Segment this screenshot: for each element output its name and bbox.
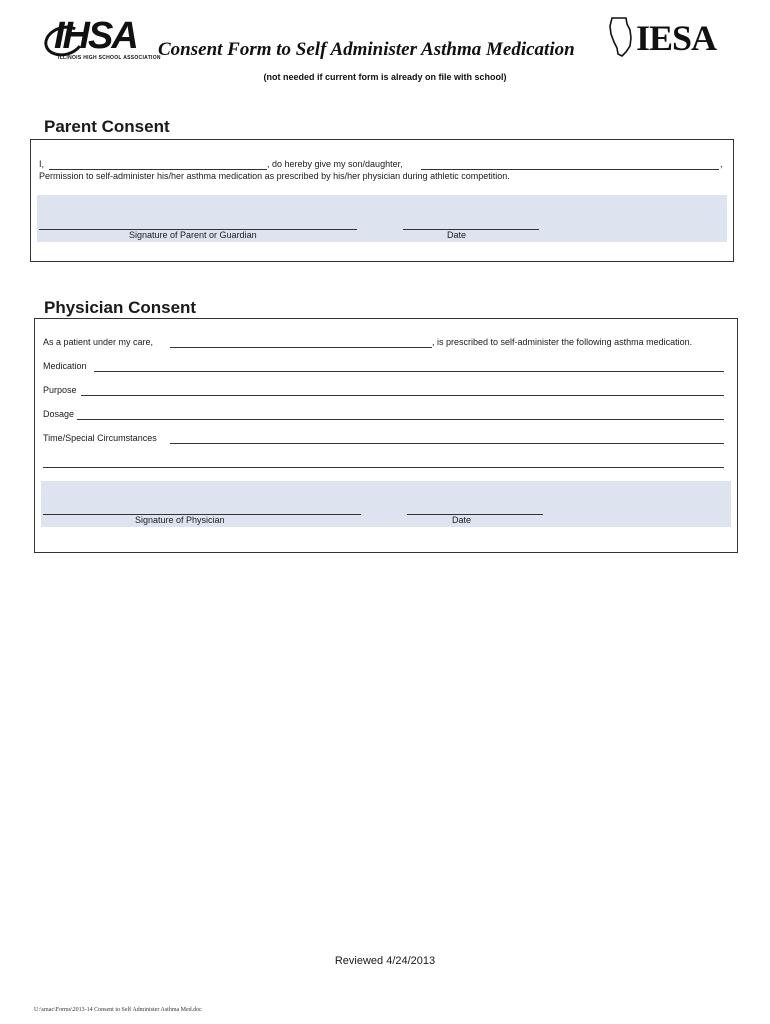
illinois-state-outline-icon: [608, 16, 636, 58]
medication-label: Medication: [43, 361, 87, 371]
child-name-field[interactable]: [421, 169, 719, 170]
dosage-field[interactable]: [77, 419, 724, 420]
parent-line1-suffix: ,: [720, 159, 723, 169]
parent-name-field[interactable]: [49, 169, 267, 170]
iesa-logo: [608, 16, 728, 60]
physician-signature-label: Signature of Physician: [135, 515, 225, 525]
parent-signature-label: Signature of Parent or Guardian: [129, 230, 257, 240]
iesa-logo-text: IESA: [636, 18, 717, 58]
purpose-field[interactable]: [81, 395, 724, 396]
circumstances-label: Time/Special Circumstances: [43, 433, 157, 443]
circumstances-field[interactable]: [170, 443, 724, 444]
reviewed-date: Reviewed 4/24/2013: [334, 955, 436, 967]
extra-notes-field[interactable]: [43, 467, 724, 468]
ihsa-logo-subtext: ILLINOIS HIGH SCHOOL ASSOCIATION: [58, 55, 161, 61]
patient-name-field[interactable]: [170, 347, 432, 348]
parent-date-field[interactable]: [403, 229, 539, 230]
parent-consent-heading: Parent Consent: [44, 117, 170, 136]
subtitle: (not needed if current form is already on file with school): [263, 72, 507, 82]
purpose-label: Purpose: [43, 385, 77, 395]
patient-suffix: , is prescribed to self-administer the following asthma medication.: [432, 337, 693, 347]
ihsa-logo: [44, 15, 161, 62]
medication-field[interactable]: [94, 371, 724, 372]
parent-line1-middle: , do hereby give my son/daughter,: [267, 159, 403, 169]
physician-date-field[interactable]: [407, 514, 543, 515]
parent-date-label: Date: [447, 230, 467, 240]
file-path: U:\smac\Forms\2013-14 Consent to Self Administer Asthma Med.doc: [34, 1007, 202, 1013]
physician-date-label: Date: [452, 515, 472, 525]
physician-consent-box: [34, 318, 738, 553]
ihsa-logo-text: IHSA: [54, 15, 137, 57]
parent-consent-box: [30, 139, 734, 262]
patient-prefix: As a patient under my care,: [43, 337, 154, 347]
page-title: Consent Form to Self Administer Asthma Medication: [158, 39, 575, 60]
parent-line1-prefix: I,: [39, 159, 45, 169]
physician-consent-heading: Physician Consent: [44, 298, 197, 317]
parent-permission-text: Permission to self-administer his/her asthma medication as prescribed by his/her physician during athletic competition.: [39, 171, 510, 181]
dosage-label: Dosage: [43, 409, 75, 419]
